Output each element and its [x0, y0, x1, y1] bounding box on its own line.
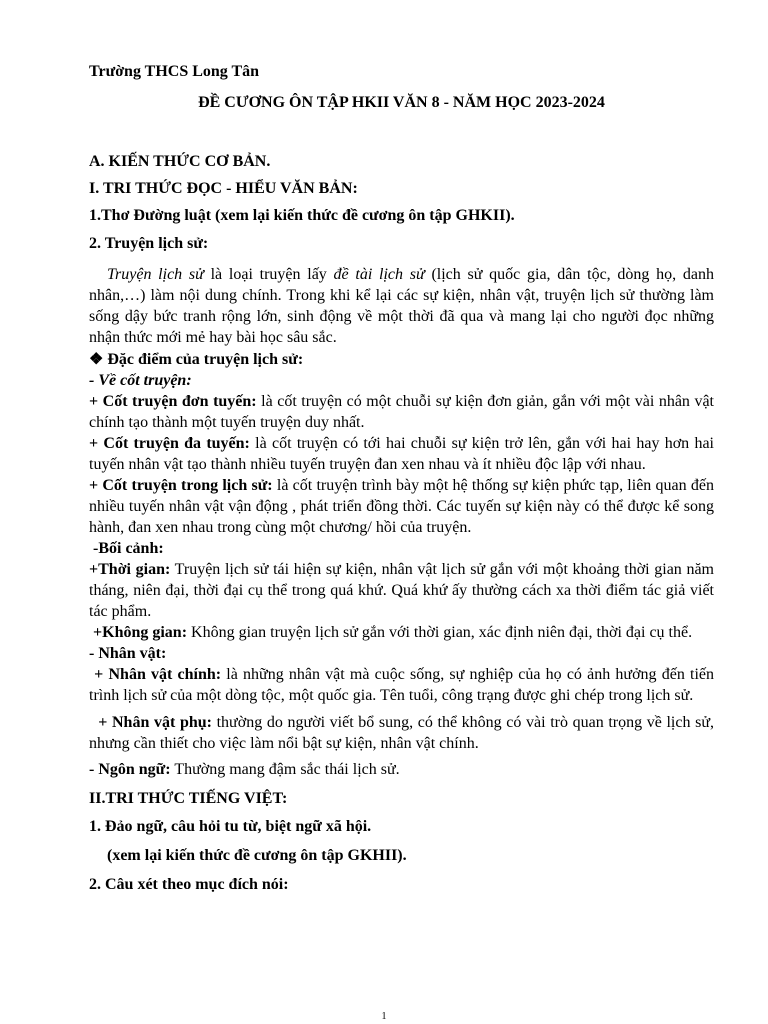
intro-term: Truyện lịch sử: [107, 266, 204, 283]
section-a-heading: A. KIẾN THỨC CƠ BẢN.: [89, 153, 271, 170]
section-i-heading: I. TRI THỨC ĐỌC - HIỂU VĂN BẢN:: [89, 180, 358, 197]
item-ii-2-heading: 2. Câu xét theo mục đích nói:: [89, 876, 289, 893]
features-heading: ❖ Đặc điểm của truyện lịch sử:: [89, 351, 304, 368]
setting-time-label: +Thời gian:: [89, 561, 171, 578]
setting-space-label: +Không gian:: [89, 624, 188, 641]
plot-multi-label: + Cốt truyện đa tuyến:: [89, 435, 250, 452]
item-ii-1-heading: 1. Đảo ngữ, câu hỏi tu từ, biệt ngữ xã hội.: [89, 818, 372, 835]
setting-heading: -Bối cảnh:: [89, 540, 164, 557]
plot-single-line: + Cốt truyện đơn tuyến: là cốt truyện có một chuỗi sự kiện đơn giản, gắn với một vài nhân vật chính tạo thành một tuyến truyện duy nhất.: [89, 393, 714, 431]
plot-multi-line: + Cốt truyện đa tuyến: là cốt truyện có tới hai chuỗi sự kiện trở lên, gắn với hai hay hơn hai tuyến nhân vật tạo thành nhiều tuyến truyện đan xen nhau và ít nhiều độc lập với nhau.: [89, 435, 715, 473]
page-number: 1: [381, 1011, 387, 1022]
character-sub: + Nhân vật phụ: thường do người viết bổ sung, có thể không có vài trò quan trọng về lịch sử, nhưng cần thiết cho việc làm nổi bật sự kiện, nhân vật chính.: [89, 714, 715, 752]
plot-single-label: + Cốt truyện đơn tuyến:: [89, 393, 257, 410]
item-1-heading: 1.Thơ Đường luật (xem lại kiến thức đề cương ôn tập GHKII).: [89, 207, 515, 224]
intro-topic: đề tài lịch sử: [333, 266, 425, 283]
school-name: Trường THCS Long Tân: [89, 63, 260, 80]
character-heading: - Nhân vật:: [89, 645, 167, 662]
intro-paragraph: [89, 264, 714, 348]
diamond-bullet-icon: ❖: [89, 351, 104, 368]
setting-time: +Thời gian: Truyện lịch sử tái hiện sự kiện, nhân vật lịch sử gắn với một khoảng thời gian năm tháng, niên đại, thời đại cụ thể trong quá khứ. Quá khứ ấy thường cách xa thời điểm tác giả viết tác phẩm.: [89, 561, 714, 620]
setting-space: +Không gian: Không gian truyện lịch sử gắn với thời gian, xác định niên đại, thời đại cụ thể.: [89, 624, 693, 641]
plot-heading: - Về cốt truyện:: [89, 372, 192, 389]
plot-historical: + Cốt truyện trong lịch sử: là cốt truyện trình bày một hệ thống sự kiện phức tạp, liên quan đến nhiều tuyến nhân vật vận động , phát triển đồng thời. Các tuyến sự kiện này có thể được kể song hành, đan xen nhau trong cùng một chương/ hồi của truyện.: [89, 477, 714, 536]
plot-historical-label: + Cốt truyện trong lịch sử:: [89, 477, 273, 494]
language-label: - Ngôn ngữ:: [89, 761, 171, 778]
intro-text-1: là loại truyện lấy: [203, 266, 334, 283]
intro-text-2: (lịch sử quốc gia, dân tộc, dòng họ, danh nhân,…) làm nội dung chính. Trong khi kể lại các sự kiện, nhân vật, truyện lịch sử thường làm sống dậy bức tranh rộng lớn, sinh động về một thời đã qua và mang lại cho người đọc những nhận thức mới mẻ hay bài học sâu sắc.: [89, 266, 715, 346]
language-line: - Ngôn ngữ: Thường mang đậm sắc thái lịch sử.: [89, 761, 400, 778]
document-page: [89, 60, 714, 895]
document-title: ĐỀ CƯƠNG ÔN TẬP HKII VĂN 8 - NĂM HỌC 2023-2024: [198, 94, 605, 111]
item-2-heading: 2. Truyện lịch sử:: [89, 235, 209, 252]
character-main: + Nhân vật chính: là những nhân vật mà cuộc sống, sự nghiệp của họ có ảnh hưởng đến tiến trình lịch sử của một dòng tộc, một quốc gia. Tên tuổi, công trạng được ghi chép trong lịch sử.: [89, 666, 714, 704]
character-sub-label: + Nhân vật phụ:: [89, 714, 212, 731]
item-ii-1-note: (xem lại kiến thức đề cương ôn tập GKHII).: [107, 847, 407, 864]
character-main-label: + Nhân vật chính:: [89, 666, 222, 683]
section-ii-heading: II.TRI THỨC TIẾNG VIỆT:: [89, 790, 288, 807]
